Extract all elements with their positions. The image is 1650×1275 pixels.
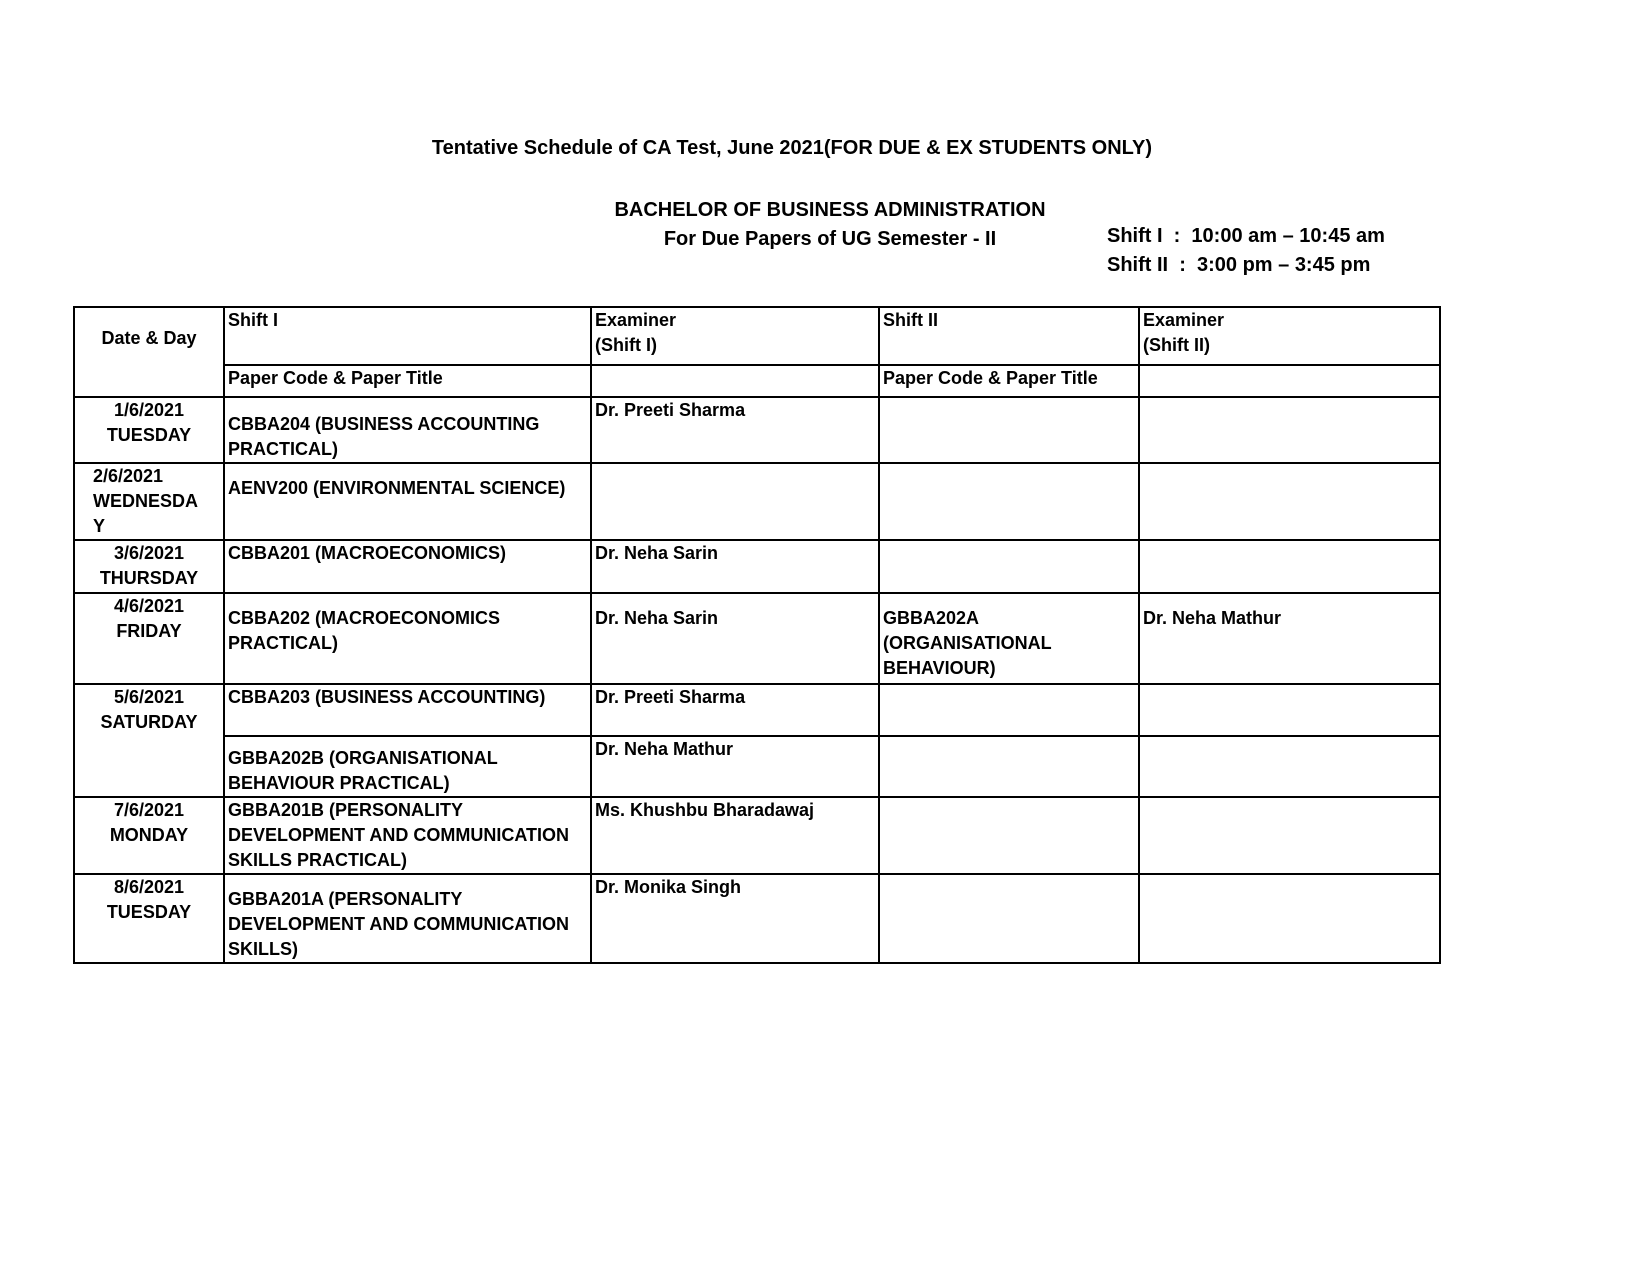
examiner1: Dr. Preeti Sharma: [591, 684, 879, 736]
shift2-paper: [879, 540, 1139, 593]
shift1-paper: GBBA202B (ORGANISATIONAL BEHAVIOUR PRACTICAL): [224, 736, 591, 797]
table-row: [74, 540, 1440, 593]
header-examiner1-line1: Examiner: [595, 310, 677, 330]
examiner2: [1139, 463, 1440, 540]
shift1-paper: GBBA201B (PERSONALITY DEVELOPMENT AND COMMUNICATION SKILLS PRACTICAL): [224, 797, 591, 874]
shift1-time: Shift I : 10:00 am – 10:45 am: [1107, 225, 1385, 247]
examiner1: Dr. Monika Singh: [591, 874, 879, 963]
date-cell: [74, 540, 224, 593]
shift1-paper: CBBA204 (BUSINESS ACCOUNTING PRACTICAL): [224, 397, 591, 463]
date: 2/6/2021: [93, 466, 164, 486]
day: FRIDAY: [116, 621, 182, 641]
date: 7/6/2021: [113, 800, 185, 820]
day: SATURDAY: [100, 712, 198, 732]
date-cell: [74, 463, 224, 540]
header-row: [74, 307, 1440, 365]
examiner2: [1139, 684, 1440, 736]
examiner2: Dr. Neha Mathur: [1139, 593, 1440, 684]
examiner2: [1139, 540, 1440, 593]
empty-cell: [1139, 365, 1440, 397]
date: 1/6/2021: [113, 400, 185, 420]
header-shift2: Shift II: [879, 307, 1139, 365]
examiner2: [1139, 874, 1440, 963]
schedule-table: [73, 306, 1441, 964]
day: MONDAY: [109, 825, 189, 845]
day: TUESDAY: [106, 902, 192, 922]
shift2-paper: GBBA202A (ORGANISATIONAL BEHAVIOUR): [879, 593, 1139, 684]
subheader-row: [74, 365, 1440, 397]
examiner1: [591, 463, 879, 540]
shift1-paper: CBBA202 (MACROECONOMICS PRACTICAL): [224, 593, 591, 684]
day: THURSDAY: [99, 568, 199, 588]
date-cell: [74, 593, 224, 684]
program-heading: BACHELOR OF BUSINESS ADMINISTRATION: [614, 199, 1046, 221]
shift2-paper: [879, 736, 1139, 797]
examiner2: [1139, 397, 1440, 463]
shift1-paper: GBBA201A (PERSONALITY DEVELOPMENT AND COMMUNICATION SKILLS): [224, 874, 591, 963]
shift1-paper: CBBA201 (MACROECONOMICS): [224, 540, 591, 593]
table-row: [74, 874, 1440, 963]
examiner2: [1139, 736, 1440, 797]
header-shift1: Shift I: [224, 307, 591, 365]
header-examiner1-line2: (Shift I): [595, 335, 657, 355]
table-row: [74, 397, 1440, 463]
date: 4/6/2021: [113, 596, 185, 616]
date-cell: [74, 797, 224, 874]
shift-times: [1107, 222, 1385, 280]
examiner1: Dr. Neha Sarin: [591, 593, 879, 684]
date-cell: [74, 397, 224, 463]
table-row: [74, 684, 1440, 736]
date: 8/6/2021: [113, 877, 185, 897]
date-cell: [74, 684, 224, 797]
table-row: [74, 797, 1440, 874]
header-examiner2: [1139, 307, 1440, 365]
date: 3/6/2021: [113, 543, 185, 563]
header-paper-code-title2: Paper Code & Paper Title: [879, 365, 1139, 397]
examiner1: Ms. Khushbu Bharadawaj: [591, 797, 879, 874]
shift2-paper: [879, 797, 1139, 874]
empty-cell: [591, 365, 879, 397]
shift2-paper: [879, 463, 1139, 540]
shift2-paper: [879, 397, 1139, 463]
table-row: [74, 593, 1440, 684]
day: TUESDAY: [106, 425, 192, 445]
header-date-day: Date & Day: [74, 307, 224, 397]
examiner2: [1139, 797, 1440, 874]
date: 5/6/2021: [113, 687, 185, 707]
document-title: Tentative Schedule of CA Test, June 2021(FOR DUE & EX STUDENTS ONLY): [431, 137, 1153, 159]
examiner1: Dr. Neha Sarin: [591, 540, 879, 593]
header-examiner2-line2: (Shift II): [1143, 335, 1210, 355]
table-row: [74, 736, 1440, 797]
examiner1: Dr. Neha Mathur: [591, 736, 879, 797]
header-paper-code-title1: Paper Code & Paper Title: [224, 365, 591, 397]
shift1-paper: CBBA203 (BUSINESS ACCOUNTING): [224, 684, 591, 736]
examiner1: Dr. Preeti Sharma: [591, 397, 879, 463]
semester-heading: For Due Papers of UG Semester - II: [663, 228, 997, 250]
shift2-paper: [879, 684, 1139, 736]
header-examiner2-line1: Examiner: [1143, 310, 1225, 330]
date-cell: [74, 874, 224, 963]
shift2-paper: [879, 874, 1139, 963]
day: WEDNESDAY: [93, 491, 199, 536]
shift1-paper: AENV200 (ENVIRONMENTAL SCIENCE): [224, 463, 591, 540]
shift2-time: Shift II : 3:00 pm – 3:45 pm: [1107, 254, 1371, 276]
header-examiner1: [591, 307, 879, 365]
table-row: [74, 463, 1440, 540]
